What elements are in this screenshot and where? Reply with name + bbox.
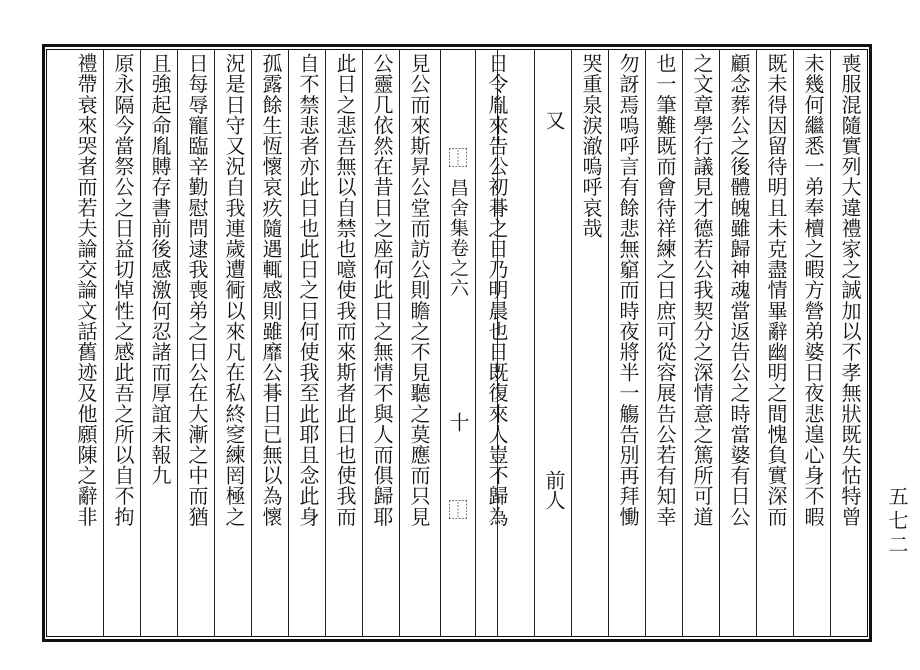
column-rule bbox=[251, 50, 252, 636]
column-rule bbox=[288, 50, 289, 636]
text-column: 日令胤來告公初朞之日乃明晨也日既復來人豈不歸為 bbox=[485, 53, 509, 527]
text-column: 勿訝焉嗚呼言有餘悲無竆而時夜將半一觴告別再拜慟 bbox=[616, 53, 640, 527]
text-column: 顧念葬公之後體魄雖歸神魂當返告公之時當婆有日公 bbox=[727, 53, 751, 527]
column-rule bbox=[325, 50, 326, 636]
text-column: 日每辱寵臨辛勤慰問逮我喪弟之日公在大漸之中而猶 bbox=[185, 53, 209, 527]
text-column: 禮帶衰來哭者而若夫論交論文話舊迹及他願陳之辭非 bbox=[74, 53, 98, 527]
text-column: 原永隔今當祭公之日益切悼性之感此吾之所以自不拘 bbox=[111, 53, 135, 527]
text-column: 既未得因留待明且未克盡情畢辭幽明之間愧負實深而 bbox=[764, 53, 788, 527]
text-column: 況是日守又況自我連歲遭衕以來凡在私終窆練罔極之 bbox=[222, 53, 246, 527]
column-rule bbox=[534, 50, 535, 636]
column-rule bbox=[140, 50, 141, 636]
column-rule bbox=[756, 50, 757, 636]
text-column: 自不禁悲者亦此日也此日之日何使我至此耶且念此身 bbox=[296, 53, 320, 527]
fishtail-ornament-bottom: ⿰ bbox=[448, 498, 468, 522]
fishtail-ornament-top: ⿰ bbox=[448, 146, 468, 170]
page-number: 五七二 bbox=[885, 486, 909, 558]
column-rule bbox=[793, 50, 794, 636]
text-column: 此日之悲吾無以自禁也噫使我而來斯者此日也使我而 bbox=[333, 53, 357, 527]
column-rule bbox=[103, 50, 104, 636]
column-rule bbox=[645, 50, 646, 636]
section-author: 前人 bbox=[542, 470, 566, 510]
text-column: 孤露餘生恆懷哀疚隨遇輒感則雖靡公朞日已無以為懷 bbox=[259, 53, 283, 527]
text-column: 未幾何繼悉一弟奉櫝之暇方營弟婆日夜悲遑心身不暇 bbox=[801, 53, 825, 527]
column-rule bbox=[682, 50, 683, 636]
text-column: 且強起命胤賻存書前後感激何忍諸而厚誼未報九 bbox=[148, 53, 172, 486]
text-column: 喪服混隨實列大違禮家之誠加以不孝無狀既失怙特曾 bbox=[838, 53, 862, 527]
column-rule bbox=[362, 50, 363, 636]
section-heading: 又 bbox=[542, 110, 566, 130]
text-column: 公靈几依然在昔日之座何此日之無情不與人而俱歸耶 bbox=[370, 53, 394, 527]
text-column: 哭重泉淚澈嗚呼哀哉 bbox=[579, 53, 603, 239]
column-rule bbox=[177, 50, 178, 636]
text-column: 之文章學行議見才德若公我契分之深情意之篤所可道 bbox=[690, 53, 714, 527]
book-title: 昌舍集卷之六 bbox=[447, 178, 469, 298]
text-column: 也一筆難既而會待祥練之日庶可從容展告公若有知幸 bbox=[653, 53, 677, 527]
leaf-number: 十 bbox=[446, 412, 470, 432]
column-rule bbox=[830, 50, 831, 636]
column-rule bbox=[399, 50, 400, 636]
column-rule bbox=[719, 50, 720, 636]
column-rule bbox=[214, 50, 215, 636]
text-column: 見公而來斯昇公堂而訪公則瞻之不見聽之莫應而只見 bbox=[407, 53, 431, 527]
column-rule bbox=[571, 50, 572, 636]
column-rule bbox=[608, 50, 609, 636]
